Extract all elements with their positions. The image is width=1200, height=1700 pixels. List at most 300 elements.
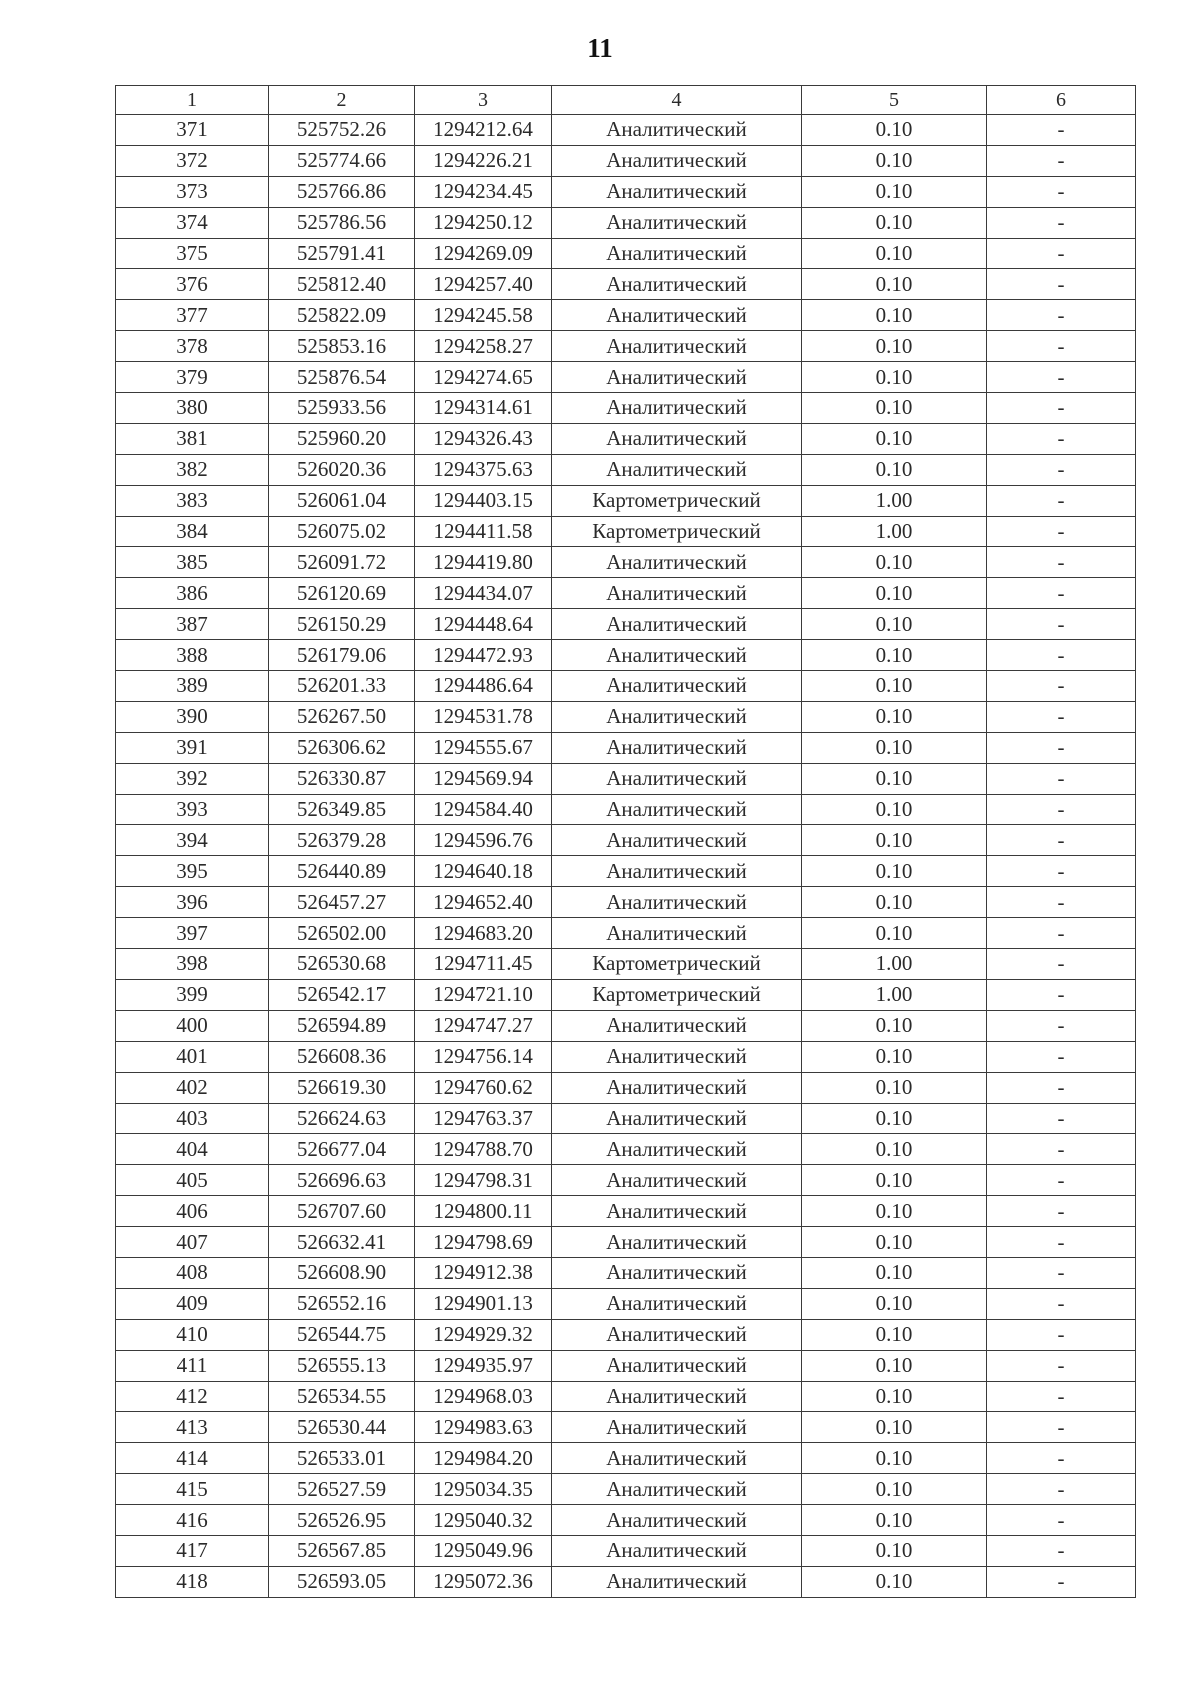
method-cell: Аналитический	[552, 1505, 802, 1536]
method-cell: Аналитический	[552, 362, 802, 393]
accuracy-cell: 1.00	[802, 979, 987, 1010]
y-coordinate-cell: 1294434.07	[415, 578, 552, 609]
y-coordinate-cell: 1294257.40	[415, 269, 552, 300]
method-cell: Аналитический	[552, 176, 802, 207]
y-coordinate-cell: 1294901.13	[415, 1288, 552, 1319]
x-coordinate-cell: 526091.72	[269, 547, 415, 578]
page-number: 11	[587, 33, 613, 63]
point-number-cell: 418	[116, 1566, 269, 1597]
column-header-6: 6	[987, 86, 1136, 115]
note-cell: -	[987, 918, 1136, 949]
x-coordinate-cell: 526608.36	[269, 1041, 415, 1072]
accuracy-cell: 0.10	[802, 1505, 987, 1536]
x-coordinate-cell: 525786.56	[269, 207, 415, 238]
y-coordinate-cell: 1295049.96	[415, 1535, 552, 1566]
table-body	[116, 115, 1136, 1598]
point-number-cell: 392	[116, 763, 269, 794]
accuracy-cell: 0.10	[802, 362, 987, 393]
accuracy-cell: 0.10	[802, 1072, 987, 1103]
table-row	[116, 454, 1136, 485]
note-cell: -	[987, 763, 1136, 794]
table-row	[116, 393, 1136, 424]
accuracy-cell: 0.10	[802, 794, 987, 825]
table-row	[116, 1350, 1136, 1381]
note-cell: -	[987, 1134, 1136, 1165]
point-number-cell: 408	[116, 1257, 269, 1288]
x-coordinate-cell: 526075.02	[269, 516, 415, 547]
table-row	[116, 918, 1136, 949]
method-cell: Аналитический	[552, 918, 802, 949]
point-number-cell: 375	[116, 238, 269, 269]
note-cell: -	[987, 516, 1136, 547]
table-row	[116, 732, 1136, 763]
method-cell: Аналитический	[552, 423, 802, 454]
point-number-cell: 384	[116, 516, 269, 547]
method-cell: Аналитический	[552, 609, 802, 640]
note-cell: -	[987, 1288, 1136, 1319]
table-row	[116, 1566, 1136, 1597]
table-row	[116, 578, 1136, 609]
x-coordinate-cell: 526502.00	[269, 918, 415, 949]
point-number-cell: 414	[116, 1443, 269, 1474]
x-coordinate-cell: 526567.85	[269, 1535, 415, 1566]
x-coordinate-cell: 525853.16	[269, 331, 415, 362]
x-coordinate-cell: 526619.30	[269, 1072, 415, 1103]
method-cell: Аналитический	[552, 1041, 802, 1072]
point-number-cell: 412	[116, 1381, 269, 1412]
method-cell: Аналитический	[552, 1196, 802, 1227]
accuracy-cell: 0.10	[802, 1227, 987, 1258]
table-row	[116, 887, 1136, 918]
accuracy-cell: 0.10	[802, 763, 987, 794]
method-cell: Аналитический	[552, 1566, 802, 1597]
note-cell: -	[987, 1412, 1136, 1443]
point-number-cell: 372	[116, 145, 269, 176]
table-row	[116, 763, 1136, 794]
x-coordinate-cell: 526594.89	[269, 1010, 415, 1041]
accuracy-cell: 0.10	[802, 918, 987, 949]
point-number-cell: 417	[116, 1535, 269, 1566]
x-coordinate-cell: 526527.59	[269, 1474, 415, 1505]
method-cell: Аналитический	[552, 1288, 802, 1319]
x-coordinate-cell: 526530.68	[269, 949, 415, 980]
point-number-cell: 389	[116, 671, 269, 702]
method-cell: Аналитический	[552, 1474, 802, 1505]
note-cell: -	[987, 1072, 1136, 1103]
y-coordinate-cell: 1294800.11	[415, 1196, 552, 1227]
x-coordinate-cell: 526061.04	[269, 485, 415, 516]
y-coordinate-cell: 1294258.27	[415, 331, 552, 362]
point-number-cell: 380	[116, 393, 269, 424]
table-row	[116, 362, 1136, 393]
table-row	[116, 1010, 1136, 1041]
accuracy-cell: 0.10	[802, 1134, 987, 1165]
method-cell: Аналитический	[552, 701, 802, 732]
y-coordinate-cell: 1294314.61	[415, 393, 552, 424]
method-cell: Аналитический	[552, 1165, 802, 1196]
y-coordinate-cell: 1294403.15	[415, 485, 552, 516]
column-header-3: 3	[415, 86, 552, 115]
x-coordinate-cell: 526179.06	[269, 640, 415, 671]
x-coordinate-cell: 526696.63	[269, 1165, 415, 1196]
method-cell: Аналитический	[552, 115, 802, 146]
accuracy-cell: 1.00	[802, 485, 987, 516]
table-row	[116, 1072, 1136, 1103]
y-coordinate-cell: 1294912.38	[415, 1257, 552, 1288]
x-coordinate-cell: 526201.33	[269, 671, 415, 702]
method-cell: Аналитический	[552, 578, 802, 609]
method-cell: Аналитический	[552, 640, 802, 671]
x-coordinate-cell: 526555.13	[269, 1350, 415, 1381]
method-cell: Аналитический	[552, 1381, 802, 1412]
y-coordinate-cell: 1295034.35	[415, 1474, 552, 1505]
point-number-cell: 394	[116, 825, 269, 856]
method-cell: Аналитический	[552, 300, 802, 331]
table-row	[116, 331, 1136, 362]
note-cell: -	[987, 732, 1136, 763]
accuracy-cell: 0.10	[802, 1566, 987, 1597]
table-row	[116, 1319, 1136, 1350]
point-number-cell: 409	[116, 1288, 269, 1319]
x-coordinate-cell: 526632.41	[269, 1227, 415, 1258]
table-row	[116, 485, 1136, 516]
note-cell: -	[987, 1196, 1136, 1227]
accuracy-cell: 1.00	[802, 949, 987, 980]
point-number-cell: 385	[116, 547, 269, 578]
y-coordinate-cell: 1295072.36	[415, 1566, 552, 1597]
x-coordinate-cell: 526020.36	[269, 454, 415, 485]
y-coordinate-cell: 1294411.58	[415, 516, 552, 547]
point-number-cell: 403	[116, 1103, 269, 1134]
note-cell: -	[987, 393, 1136, 424]
column-header-4: 4	[552, 86, 802, 115]
method-cell: Аналитический	[552, 547, 802, 578]
column-header-2: 2	[269, 86, 415, 115]
table-row	[116, 516, 1136, 547]
point-number-cell: 386	[116, 578, 269, 609]
x-coordinate-cell: 526624.63	[269, 1103, 415, 1134]
note-cell: -	[987, 794, 1136, 825]
table-row	[116, 1381, 1136, 1412]
note-cell: -	[987, 331, 1136, 362]
point-number-cell: 406	[116, 1196, 269, 1227]
table-row	[116, 1165, 1136, 1196]
note-cell: -	[987, 1381, 1136, 1412]
note-cell: -	[987, 300, 1136, 331]
accuracy-cell: 0.10	[802, 331, 987, 362]
accuracy-cell: 0.10	[802, 578, 987, 609]
x-coordinate-cell: 526608.90	[269, 1257, 415, 1288]
method-cell: Аналитический	[552, 825, 802, 856]
point-number-cell: 374	[116, 207, 269, 238]
method-cell: Аналитический	[552, 794, 802, 825]
point-number-cell: 390	[116, 701, 269, 732]
point-number-cell: 378	[116, 331, 269, 362]
note-cell: -	[987, 887, 1136, 918]
y-coordinate-cell: 1294798.31	[415, 1165, 552, 1196]
x-coordinate-cell: 526530.44	[269, 1412, 415, 1443]
method-cell: Аналитический	[552, 1443, 802, 1474]
note-cell: -	[987, 238, 1136, 269]
note-cell: -	[987, 1505, 1136, 1536]
table-row	[116, 1535, 1136, 1566]
table-row	[116, 207, 1136, 238]
x-coordinate-cell: 526677.04	[269, 1134, 415, 1165]
x-coordinate-cell: 526440.89	[269, 856, 415, 887]
table-row	[116, 238, 1136, 269]
point-number-cell: 404	[116, 1134, 269, 1165]
y-coordinate-cell: 1294245.58	[415, 300, 552, 331]
x-coordinate-cell: 526306.62	[269, 732, 415, 763]
method-cell: Картометрический	[552, 949, 802, 980]
accuracy-cell: 0.10	[802, 1010, 987, 1041]
method-cell: Картометрический	[552, 979, 802, 1010]
y-coordinate-cell: 1294760.62	[415, 1072, 552, 1103]
y-coordinate-cell: 1294274.65	[415, 362, 552, 393]
point-number-cell: 382	[116, 454, 269, 485]
method-cell: Аналитический	[552, 1072, 802, 1103]
method-cell: Аналитический	[552, 1227, 802, 1258]
accuracy-cell: 0.10	[802, 856, 987, 887]
y-coordinate-cell: 1294968.03	[415, 1381, 552, 1412]
x-coordinate-cell: 526349.85	[269, 794, 415, 825]
y-coordinate-cell: 1294375.63	[415, 454, 552, 485]
note-cell: -	[987, 547, 1136, 578]
accuracy-cell: 0.10	[802, 1535, 987, 1566]
table-row	[116, 145, 1136, 176]
point-number-cell: 383	[116, 485, 269, 516]
table-row	[116, 979, 1136, 1010]
accuracy-cell: 0.10	[802, 423, 987, 454]
accuracy-cell: 0.10	[802, 1257, 987, 1288]
accuracy-cell: 0.10	[802, 454, 987, 485]
note-cell: -	[987, 1227, 1136, 1258]
point-number-cell: 376	[116, 269, 269, 300]
table-row	[116, 1288, 1136, 1319]
accuracy-cell: 0.10	[802, 145, 987, 176]
accuracy-cell: 0.10	[802, 207, 987, 238]
note-cell: -	[987, 1103, 1136, 1134]
x-coordinate-cell: 526593.05	[269, 1566, 415, 1597]
note-cell: -	[987, 207, 1136, 238]
y-coordinate-cell: 1294935.97	[415, 1350, 552, 1381]
x-coordinate-cell: 525812.40	[269, 269, 415, 300]
y-coordinate-cell: 1294756.14	[415, 1041, 552, 1072]
y-coordinate-cell: 1294984.20	[415, 1443, 552, 1474]
table-row	[116, 1443, 1136, 1474]
method-cell: Аналитический	[552, 671, 802, 702]
note-cell: -	[987, 949, 1136, 980]
point-number-cell: 400	[116, 1010, 269, 1041]
method-cell: Аналитический	[552, 1134, 802, 1165]
note-cell: -	[987, 485, 1136, 516]
accuracy-cell: 0.10	[802, 238, 987, 269]
method-cell: Аналитический	[552, 887, 802, 918]
method-cell: Аналитический	[552, 1010, 802, 1041]
x-coordinate-cell: 525960.20	[269, 423, 415, 454]
table-row	[116, 115, 1136, 146]
coordinates-table	[115, 85, 1136, 1598]
note-cell: -	[987, 423, 1136, 454]
method-cell: Аналитический	[552, 393, 802, 424]
note-cell: -	[987, 825, 1136, 856]
note-cell: -	[987, 115, 1136, 146]
accuracy-cell: 0.10	[802, 640, 987, 671]
table-row	[116, 1227, 1136, 1258]
accuracy-cell: 0.10	[802, 1288, 987, 1319]
table-row	[116, 269, 1136, 300]
y-coordinate-cell: 1294234.45	[415, 176, 552, 207]
note-cell: -	[987, 145, 1136, 176]
method-cell: Аналитический	[552, 145, 802, 176]
method-cell: Аналитический	[552, 763, 802, 794]
method-cell: Аналитический	[552, 856, 802, 887]
x-coordinate-cell: 526552.16	[269, 1288, 415, 1319]
method-cell: Аналитический	[552, 454, 802, 485]
note-cell: -	[987, 1010, 1136, 1041]
accuracy-cell: 0.10	[802, 1103, 987, 1134]
y-coordinate-cell: 1294472.93	[415, 640, 552, 671]
x-coordinate-cell: 525822.09	[269, 300, 415, 331]
y-coordinate-cell: 1294584.40	[415, 794, 552, 825]
method-cell: Аналитический	[552, 269, 802, 300]
note-cell: -	[987, 1566, 1136, 1597]
table-row	[116, 671, 1136, 702]
y-coordinate-cell: 1294555.67	[415, 732, 552, 763]
x-coordinate-cell: 526544.75	[269, 1319, 415, 1350]
table-row	[116, 1412, 1136, 1443]
method-cell: Аналитический	[552, 1350, 802, 1381]
table-row	[116, 794, 1136, 825]
y-coordinate-cell: 1294721.10	[415, 979, 552, 1010]
table-row	[116, 423, 1136, 454]
accuracy-cell: 0.10	[802, 1041, 987, 1072]
point-number-cell: 411	[116, 1350, 269, 1381]
note-cell: -	[987, 362, 1136, 393]
accuracy-cell: 0.10	[802, 1319, 987, 1350]
y-coordinate-cell: 1294326.43	[415, 423, 552, 454]
table-row	[116, 825, 1136, 856]
note-cell: -	[987, 269, 1136, 300]
point-number-cell: 415	[116, 1474, 269, 1505]
point-number-cell: 416	[116, 1505, 269, 1536]
y-coordinate-cell: 1294448.64	[415, 609, 552, 640]
y-coordinate-cell: 1294419.80	[415, 547, 552, 578]
y-coordinate-cell: 1294983.63	[415, 1412, 552, 1443]
y-coordinate-cell: 1294763.37	[415, 1103, 552, 1134]
x-coordinate-cell: 525933.56	[269, 393, 415, 424]
note-cell: -	[987, 1041, 1136, 1072]
x-coordinate-cell: 526267.50	[269, 701, 415, 732]
accuracy-cell: 0.10	[802, 609, 987, 640]
table-row	[116, 547, 1136, 578]
table-row	[116, 176, 1136, 207]
method-cell: Картометрический	[552, 485, 802, 516]
y-coordinate-cell: 1294652.40	[415, 887, 552, 918]
point-number-cell: 405	[116, 1165, 269, 1196]
note-cell: -	[987, 671, 1136, 702]
note-cell: -	[987, 979, 1136, 1010]
table-row	[116, 640, 1136, 671]
header-row	[116, 86, 1136, 115]
accuracy-cell: 0.10	[802, 825, 987, 856]
point-number-cell: 379	[116, 362, 269, 393]
y-coordinate-cell: 1294269.09	[415, 238, 552, 269]
method-cell: Аналитический	[552, 1535, 802, 1566]
method-cell: Аналитический	[552, 207, 802, 238]
y-coordinate-cell: 1295040.32	[415, 1505, 552, 1536]
y-coordinate-cell: 1294531.78	[415, 701, 552, 732]
accuracy-cell: 0.10	[802, 269, 987, 300]
note-cell: -	[987, 1443, 1136, 1474]
y-coordinate-cell: 1294569.94	[415, 763, 552, 794]
table-row	[116, 609, 1136, 640]
x-coordinate-cell: 526542.17	[269, 979, 415, 1010]
table-header	[116, 86, 1136, 115]
x-coordinate-cell: 526526.95	[269, 1505, 415, 1536]
method-cell: Аналитический	[552, 1319, 802, 1350]
x-coordinate-cell: 525774.66	[269, 145, 415, 176]
point-number-cell: 396	[116, 887, 269, 918]
table-row	[116, 1196, 1136, 1227]
accuracy-cell: 0.10	[802, 1381, 987, 1412]
point-number-cell: 393	[116, 794, 269, 825]
x-coordinate-cell: 526533.01	[269, 1443, 415, 1474]
table-row	[116, 701, 1136, 732]
point-number-cell: 391	[116, 732, 269, 763]
note-cell: -	[987, 1535, 1136, 1566]
accuracy-cell: 1.00	[802, 516, 987, 547]
accuracy-cell: 0.10	[802, 732, 987, 763]
x-coordinate-cell: 525752.26	[269, 115, 415, 146]
x-coordinate-cell: 525876.54	[269, 362, 415, 393]
method-cell: Аналитический	[552, 1103, 802, 1134]
method-cell: Аналитический	[552, 331, 802, 362]
accuracy-cell: 0.10	[802, 1350, 987, 1381]
note-cell: -	[987, 856, 1136, 887]
accuracy-cell: 0.10	[802, 701, 987, 732]
x-coordinate-cell: 526534.55	[269, 1381, 415, 1412]
accuracy-cell: 0.10	[802, 115, 987, 146]
method-cell: Картометрический	[552, 516, 802, 547]
method-cell: Аналитический	[552, 732, 802, 763]
y-coordinate-cell: 1294226.21	[415, 145, 552, 176]
table-row	[116, 1257, 1136, 1288]
x-coordinate-cell: 526457.27	[269, 887, 415, 918]
method-cell: Аналитический	[552, 1412, 802, 1443]
point-number-cell: 387	[116, 609, 269, 640]
note-cell: -	[987, 1319, 1136, 1350]
point-number-cell: 398	[116, 949, 269, 980]
point-number-cell: 410	[116, 1319, 269, 1350]
x-coordinate-cell: 526707.60	[269, 1196, 415, 1227]
table-row	[116, 1505, 1136, 1536]
point-number-cell: 402	[116, 1072, 269, 1103]
table-row	[116, 856, 1136, 887]
table-row	[116, 1474, 1136, 1505]
x-coordinate-cell: 526150.29	[269, 609, 415, 640]
x-coordinate-cell: 525766.86	[269, 176, 415, 207]
note-cell: -	[987, 640, 1136, 671]
point-number-cell: 399	[116, 979, 269, 1010]
point-number-cell: 388	[116, 640, 269, 671]
accuracy-cell: 0.10	[802, 547, 987, 578]
table-row	[116, 949, 1136, 980]
accuracy-cell: 0.10	[802, 1165, 987, 1196]
accuracy-cell: 0.10	[802, 1196, 987, 1227]
point-number-cell: 397	[116, 918, 269, 949]
table-row	[116, 1041, 1136, 1072]
